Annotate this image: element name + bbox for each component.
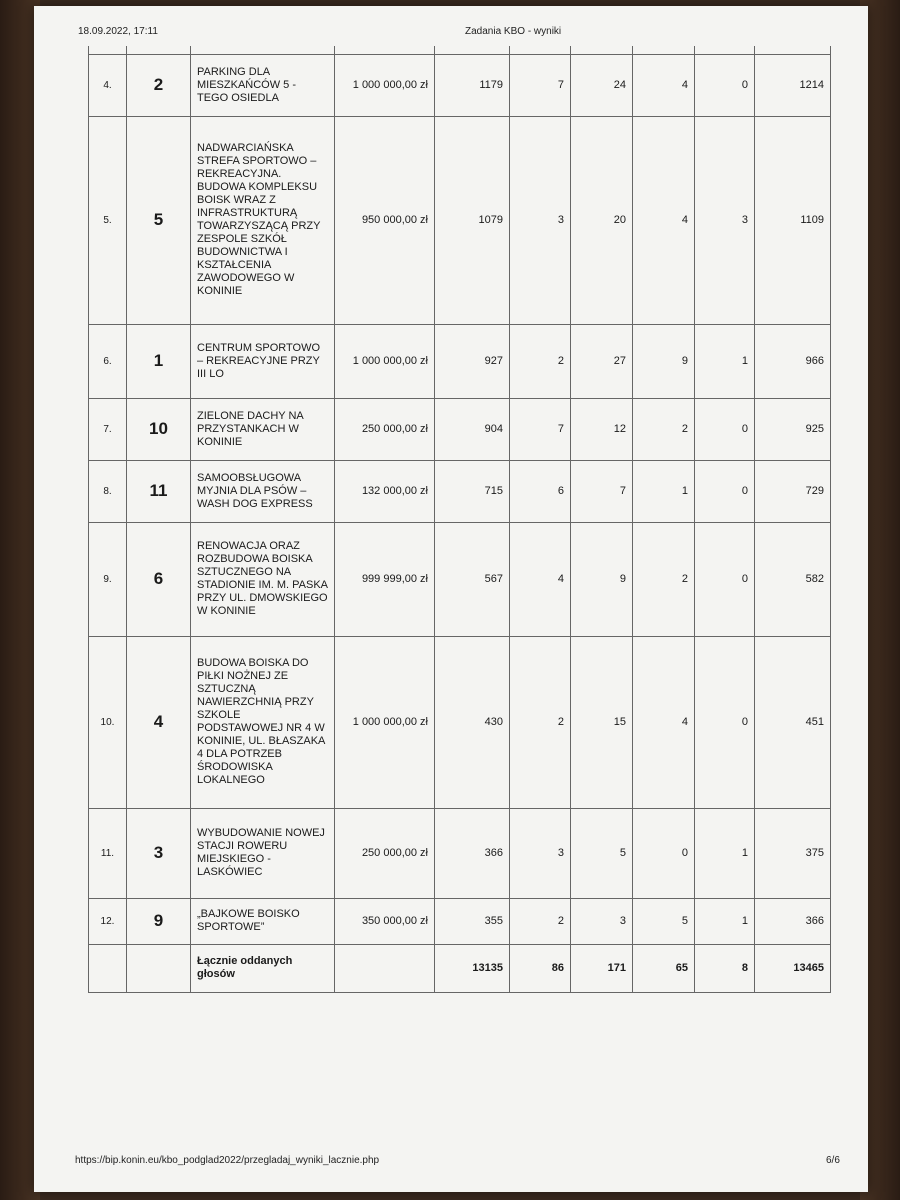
project-name: SAMOOBSŁUGOWA MYJNIA DLA PSÓW – WASH DOG EXPRESS bbox=[191, 460, 335, 522]
votes-col-2: 2 bbox=[510, 898, 571, 944]
project-name: ZIELONE DACHY NA PRZYSTANKACH W KONINIE bbox=[191, 398, 335, 460]
totals-empty-2 bbox=[127, 944, 191, 992]
votes-total: 729 bbox=[755, 460, 831, 522]
footer-url: https://bip.konin.eu/kbo_podglad2022/przegladaj_wyniki_lacznie.php bbox=[75, 1155, 380, 1166]
votes-col-2: 7 bbox=[510, 54, 571, 116]
project-number: 1 bbox=[127, 324, 191, 398]
table-row bbox=[89, 116, 831, 324]
project-name: NADWARCIAŃSKA STREFA SPORTOWO – REKREACYJNA. BUDOWA KOMPLEKSU BOISK WRAZ Z INFRASTRUKTURĄ TOWARZYSZĄCĄ PRZY ZESPOLE SZKÓŁ BUDOWNICTWA I KSZTAŁCENIA ZAWODOWEGO W KONINIE bbox=[191, 116, 335, 324]
votes-col-2: 7 bbox=[510, 398, 571, 460]
votes-col-1: 1079 bbox=[435, 116, 510, 324]
table-row bbox=[89, 522, 831, 636]
project-cost: 250 000,00 zł bbox=[335, 808, 435, 898]
results-table bbox=[88, 46, 831, 993]
votes-total: 1214 bbox=[755, 54, 831, 116]
votes-col-4: 5 bbox=[633, 898, 695, 944]
totals-row bbox=[89, 944, 831, 992]
table-row bbox=[89, 324, 831, 398]
project-number: 10 bbox=[127, 398, 191, 460]
votes-col-1: 430 bbox=[435, 636, 510, 808]
totals-grand: 13465 bbox=[755, 944, 831, 992]
votes-total: 1109 bbox=[755, 116, 831, 324]
votes-col-5: 0 bbox=[695, 398, 755, 460]
project-name: PARKING DLA MIESZKAŃCÓW 5 - TEGO OSIEDLA bbox=[191, 54, 335, 116]
table-row bbox=[89, 808, 831, 898]
votes-col-1: 355 bbox=[435, 898, 510, 944]
votes-col-2: 2 bbox=[510, 636, 571, 808]
votes-col-2: 2 bbox=[510, 324, 571, 398]
totals-col-5: 8 bbox=[695, 944, 755, 992]
votes-col-1: 1179 bbox=[435, 54, 510, 116]
votes-col-5: 3 bbox=[695, 116, 755, 324]
row-number: 7. bbox=[89, 398, 127, 460]
page-number: 6/6 bbox=[826, 1155, 840, 1166]
table-row bbox=[89, 636, 831, 808]
votes-col-2: 3 bbox=[510, 116, 571, 324]
votes-col-4: 9 bbox=[633, 324, 695, 398]
votes-total: 966 bbox=[755, 324, 831, 398]
votes-col-1: 567 bbox=[435, 522, 510, 636]
votes-col-4: 1 bbox=[633, 460, 695, 522]
row-number: 12. bbox=[89, 898, 127, 944]
totals-col-1: 13135 bbox=[435, 944, 510, 992]
votes-total: 366 bbox=[755, 898, 831, 944]
project-number: 9 bbox=[127, 898, 191, 944]
project-cost: 1 000 000,00 zł bbox=[335, 324, 435, 398]
row-number: 11. bbox=[89, 808, 127, 898]
project-cost: 999 999,00 zł bbox=[335, 522, 435, 636]
project-cost: 350 000,00 zł bbox=[335, 898, 435, 944]
project-number: 11 bbox=[127, 460, 191, 522]
votes-col-4: 2 bbox=[633, 398, 695, 460]
table-row bbox=[89, 898, 831, 944]
votes-total: 375 bbox=[755, 808, 831, 898]
votes-col-4: 4 bbox=[633, 116, 695, 324]
votes-col-4: 2 bbox=[633, 522, 695, 636]
project-cost: 950 000,00 zł bbox=[335, 116, 435, 324]
totals-col-2: 86 bbox=[510, 944, 571, 992]
votes-col-3: 12 bbox=[571, 398, 633, 460]
votes-col-5: 1 bbox=[695, 898, 755, 944]
votes-col-3: 7 bbox=[571, 460, 633, 522]
project-name: BUDOWA BOISKA DO PIŁKI NOŻNEJ ZE SZTUCZNĄ NAWIERZCHNIĄ PRZY SZKOLE PODSTAWOWEJ NR 4 W KONINIE, UL. BŁASZAKA 4 DLA POTRZEB ŚRODOWISKA LOKALNEGO bbox=[191, 636, 335, 808]
project-number: 5 bbox=[127, 116, 191, 324]
totals-empty-1 bbox=[89, 944, 127, 992]
table-row bbox=[89, 54, 831, 116]
table-top-stub bbox=[89, 46, 831, 54]
votes-col-5: 0 bbox=[695, 636, 755, 808]
votes-col-3: 27 bbox=[571, 324, 633, 398]
project-name: RENOWACJA ORAZ ROZBUDOWA BOISKA SZTUCZNEGO NA STADIONIE IM. M. PASKA PRZY UL. DMOWSKIEGO W KONINIE bbox=[191, 522, 335, 636]
votes-col-3: 24 bbox=[571, 54, 633, 116]
votes-col-4: 4 bbox=[633, 636, 695, 808]
votes-total: 925 bbox=[755, 398, 831, 460]
votes-col-5: 0 bbox=[695, 460, 755, 522]
print-date: 18.09.2022, 17:11 bbox=[78, 26, 158, 37]
project-name: CENTRUM SPORTOWO – REKREACYJNE PRZY III LO bbox=[191, 324, 335, 398]
table-row bbox=[89, 460, 831, 522]
project-cost: 1 000 000,00 zł bbox=[335, 636, 435, 808]
votes-col-5: 1 bbox=[695, 324, 755, 398]
project-name: „BAJKOWE BOISKO SPORTOWE” bbox=[191, 898, 335, 944]
votes-col-1: 715 bbox=[435, 460, 510, 522]
votes-total: 451 bbox=[755, 636, 831, 808]
votes-col-4: 4 bbox=[633, 54, 695, 116]
row-number: 8. bbox=[89, 460, 127, 522]
votes-col-3: 5 bbox=[571, 808, 633, 898]
votes-col-5: 1 bbox=[695, 808, 755, 898]
votes-col-2: 4 bbox=[510, 522, 571, 636]
votes-col-1: 927 bbox=[435, 324, 510, 398]
project-name: WYBUDOWANIE NOWEJ STACJI ROWERU MIEJSKIEGO - LASKÓWIEC bbox=[191, 808, 335, 898]
votes-col-2: 6 bbox=[510, 460, 571, 522]
table-row bbox=[89, 398, 831, 460]
votes-col-3: 3 bbox=[571, 898, 633, 944]
row-number: 4. bbox=[89, 54, 127, 116]
votes-col-4: 0 bbox=[633, 808, 695, 898]
project-number: 4 bbox=[127, 636, 191, 808]
totals-col-3: 171 bbox=[571, 944, 633, 992]
row-number: 9. bbox=[89, 522, 127, 636]
votes-total: 582 bbox=[755, 522, 831, 636]
project-cost: 250 000,00 zł bbox=[335, 398, 435, 460]
votes-col-3: 20 bbox=[571, 116, 633, 324]
totals-empty-3 bbox=[335, 944, 435, 992]
votes-col-5: 0 bbox=[695, 54, 755, 116]
totals-label: Łącznie oddanych głosów bbox=[191, 944, 335, 992]
project-cost: 1 000 000,00 zł bbox=[335, 54, 435, 116]
row-number: 6. bbox=[89, 324, 127, 398]
project-number: 2 bbox=[127, 54, 191, 116]
project-cost: 132 000,00 zł bbox=[335, 460, 435, 522]
row-number: 5. bbox=[89, 116, 127, 324]
votes-col-1: 366 bbox=[435, 808, 510, 898]
votes-col-3: 15 bbox=[571, 636, 633, 808]
totals-col-4: 65 bbox=[633, 944, 695, 992]
project-number: 6 bbox=[127, 522, 191, 636]
row-number: 10. bbox=[89, 636, 127, 808]
votes-col-3: 9 bbox=[571, 522, 633, 636]
votes-col-5: 0 bbox=[695, 522, 755, 636]
votes-col-2: 3 bbox=[510, 808, 571, 898]
votes-col-1: 904 bbox=[435, 398, 510, 460]
project-number: 3 bbox=[127, 808, 191, 898]
print-title: Zadania KBO - wyniki bbox=[465, 26, 562, 37]
